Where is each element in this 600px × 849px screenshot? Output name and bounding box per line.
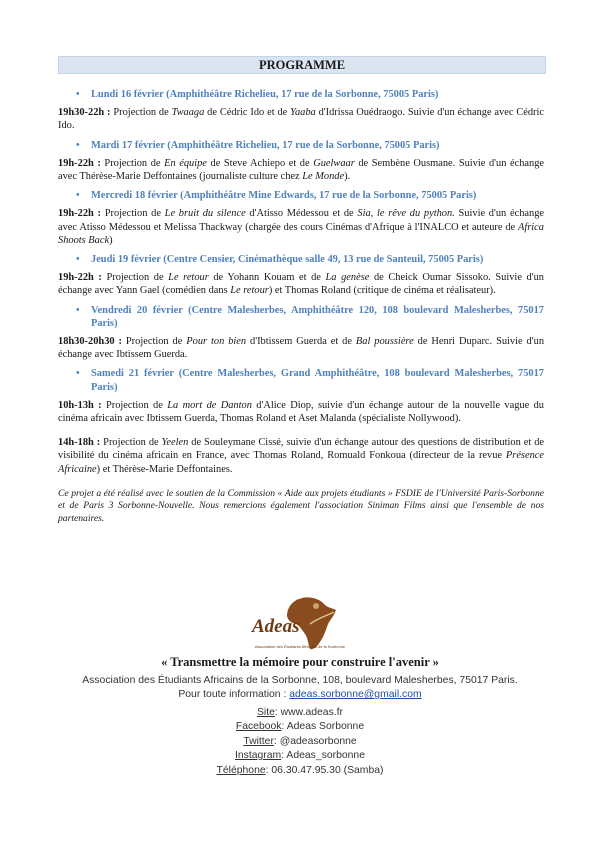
adeas-logo [250, 594, 350, 654]
contact-twitter: Twitter: @adeasorbonne [243, 735, 357, 747]
email-link[interactable]: adeas.sorbonne@gmail.com [289, 689, 422, 700]
day-heading: • Mardi 17 février (Amphithéâtre Richelieu, 17 rue de la Sorbonne, 75005 Paris) [76, 139, 440, 151]
day-heading: • Jeudi 19 février (Centre Censier, Cinémathèque salle 49, 13 rue de Santeuil, 75005 Paris) [76, 254, 484, 266]
day-heading: • Vendredi 20 février (Centre Malesherbes, Amphithéâtre 120, 108 boulevard Malesherbes, 75017 Paris) [76, 304, 544, 329]
schedule-entry: 19h30-22h : Projection de Twaaga de Cédric Ido et de Yaaba d'Idrissa Ouédraogo. Suivie d'un échange avec Cédric Ido. [58, 107, 545, 132]
schedule-entry: 14h-18h : Projection de Yeelen de Souleymane Cissé, suivie d'un échange autour des questions de distribution et de visibilité du cinéma africain en France, avec Thomas Roland, Romuald Fonkoua (directeur de la revue Présence Africaine) et Thérèse-Marie Deffontaines. [58, 437, 545, 475]
association-address: Association des Étudiants Africains de la Sorbonne, 108, boulevard Malesherbes, 75017 Paris. [82, 675, 518, 686]
programme-title: PROGRAMME [58, 56, 546, 74]
contact-facebook: Facebook: Adeas Sorbonne [235, 721, 365, 733]
schedule-entry: 19h-22h : Projection de Le retour de Yohann Kouam et de La genèse de Cheick Oumar Sissoko. Suivie d'un échange avec Yann Gael (comédien dans Le retour) et Thomas Roland (critique de cinéma et réalisateur). [58, 272, 544, 297]
schedule-entry: 10h-13h : Projection de La mort de Danton d'Alice Diop, suivie d'un échange autour de la nouvelle vague du cinéma africain avec Ibtissem Guerda, Thomas Roland et Aset Malanda (spécialiste Nollywood). [58, 399, 544, 425]
info-line: Pour toute information : adeas.sorbonne@gmail.com [178, 689, 422, 700]
contact-list [60, 706, 540, 778]
day-heading: • Mercredi 18 février (Amphithéâtre Mine Edwards, 17 rue de la Sorbonne, 75005 Paris) [76, 190, 477, 202]
logo-text: Adeas [252, 616, 300, 637]
bullet-icon: • [76, 304, 80, 316]
schedule-entry: 19h-22h : Projection de Le bruit du silence d'Atisso Médessou et de Sia, le rêve du python. Suivie d'un échange avec Atisso Médessou et Melissa Thackway (chargée des cours Cinémas d'Afrique à l'INALCO et auteure de Africa Shoots Back) [58, 208, 545, 246]
schedule-entry: 18h30-20h30 : Projection de Pour ton bien d'Ibtissem Guerda et de Bal poussière de Henri Duparc. Suivie d'un échange avec Ibtissem Guerda. [58, 336, 545, 361]
day-heading: • Lundi 16 février (Amphithéâtre Richelieu, 17 rue de la Sorbonne, 75005 Paris) [76, 89, 439, 100]
motto: « Transmettre la mémoire pour construire l'avenir » [161, 655, 439, 669]
bullet-icon: • [76, 139, 80, 151]
programme-content [58, 88, 544, 525]
schedule-entry: 19h-22h : Projection de En équipe de Steve Achiepo et de Guelwaar de Sembène Ousmane. Suivie d'un échange avec Thérèse-Marie Deffontaines (journaliste culture chez Le Monde). [58, 157, 545, 183]
acknowledgement-text: Ce projet a été réalisé avec le soutien de la Commission « Aide aux projets étudiants » FSDIE de l'Université Paris-Sorbonne et de Paris 3 Sorbonne-Nouvelle. Nous remercions également l'association Siniman Films ainsi que l'ensemble de nos partenaires. [58, 487, 544, 524]
bullet-icon: • [76, 368, 80, 380]
contact-phone: Téléphone: 06.30.47.95.30 (Samba) [216, 764, 384, 776]
bullet-icon: • [76, 254, 80, 266]
bullet-icon: • [76, 190, 80, 202]
day-heading: • Samedi 21 février (Centre Malesherbes, Grand Amphithéâtre, 108 boulevard Malesherbes, 75017 Paris) [76, 368, 544, 393]
contact-site: Site: www.adeas.fr [256, 707, 344, 718]
footer [60, 654, 540, 778]
contact-instagram: Instagram: Adeas_sorbonne [235, 750, 365, 762]
bullet-icon: • [76, 89, 80, 100]
logo-caption: Association des Étudiants Africains de la Sorbonne [254, 644, 346, 649]
